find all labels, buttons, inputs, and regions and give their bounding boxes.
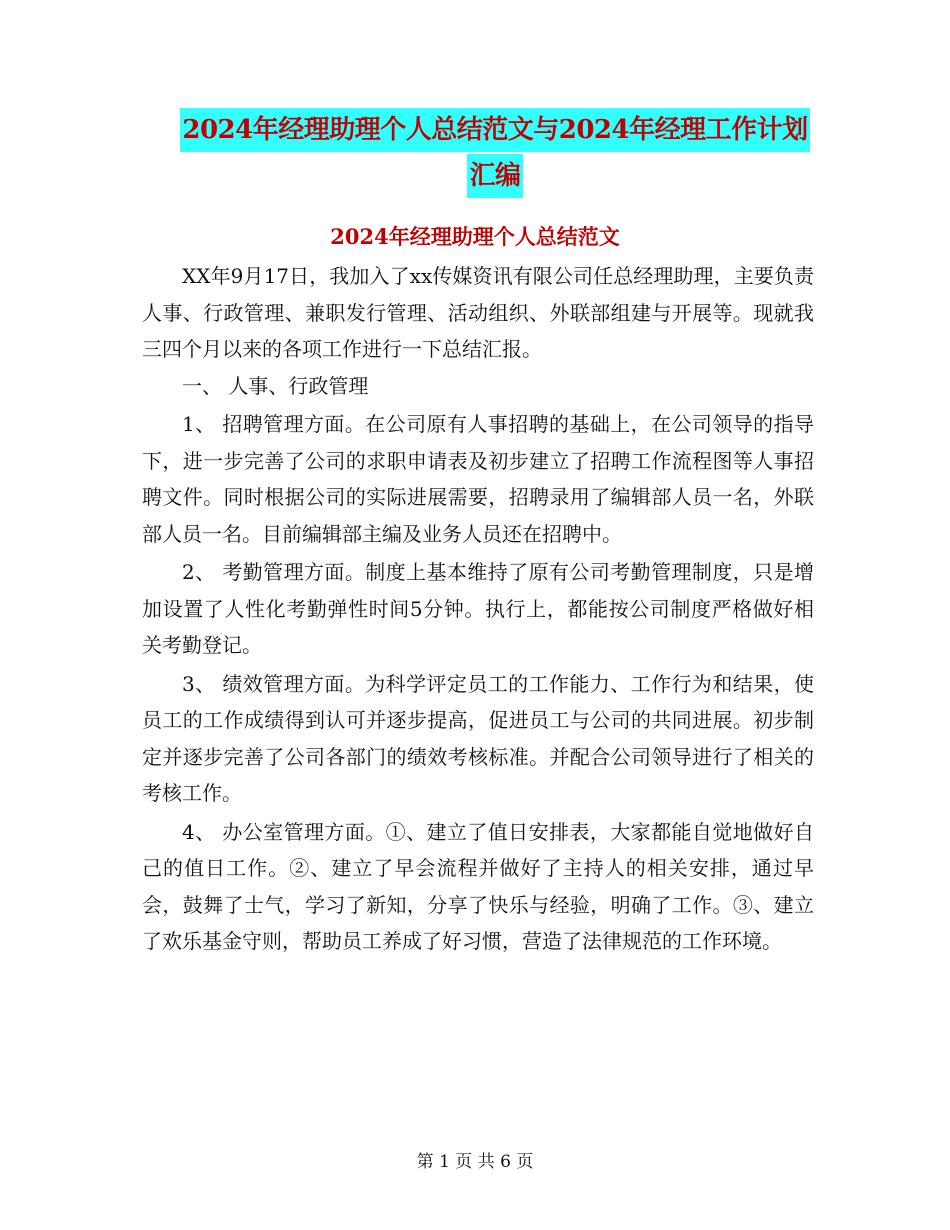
- paragraph-intro: XX年9月17日，我加入了xx传媒资讯有限公司任总经理助理，主要负责人事、行政管理、兼职发行管理、活动组织、外联部组建与开展等。现就我三四个月以来的各项工作进行一下总结汇报。: [142, 264, 814, 361]
- paragraph-office: 4、 办公室管理方面。①、建立了值日安排表，大家都能自觉地做好自己的值日工作。②、建立了早会流程并做好了主持人的相关安排，通过早会，鼓舞了士气，学习了新知，分享了快乐与经验，明确了工作。③、建立了欢乐基金守则，帮助员工养成了好习惯，营造了法律规范的工作环境。: [142, 819, 814, 953]
- page-footer: 第 1 页 共 6 页: [416, 1152, 534, 1172]
- paragraph-attendance: 2、 考勤管理方面。制度上基本维持了原有公司考勤管理制度，只是增加设置了人性化考勤弹性时间5分钟。执行上，都能按公司制度严格做好相关考勤登记。: [142, 560, 814, 657]
- paragraph-recruitment: 1、 招聘管理方面。在公司原有人事招聘的基础上，在公司领导的指导下，进一步完善了公司的求职申请表及初步建立了招聘工作流程图等人事招聘文件。同时根据公司的实际进展需要，招聘录用了编辑部人员一名，外联部人员一名。目前编辑部主编及业务人员还在招聘中。: [142, 412, 814, 546]
- paragraph-performance: 3、 绩效管理方面。为科学评定员工的工作能力、工作行为和结果，使员工的工作成绩得到认可并逐步提高，促进员工与公司的共同进展。初步制定并逐步完善了公司各部门的绩效考核标准。并配合公司领导进行了相关的考核工作。: [142, 671, 814, 805]
- document-title-line-2: 汇编: [467, 154, 522, 198]
- document-body: [142, 258, 814, 960]
- document-title-line-1: 2024年经理助理个人总结范文与2024年经理工作计划: [180, 108, 809, 152]
- paragraph-section-one: 一、 人事、行政管理: [182, 373, 369, 398]
- section-heading: 2024年经理助理个人总结范文: [330, 224, 620, 249]
- document-title: [0, 108, 950, 198]
